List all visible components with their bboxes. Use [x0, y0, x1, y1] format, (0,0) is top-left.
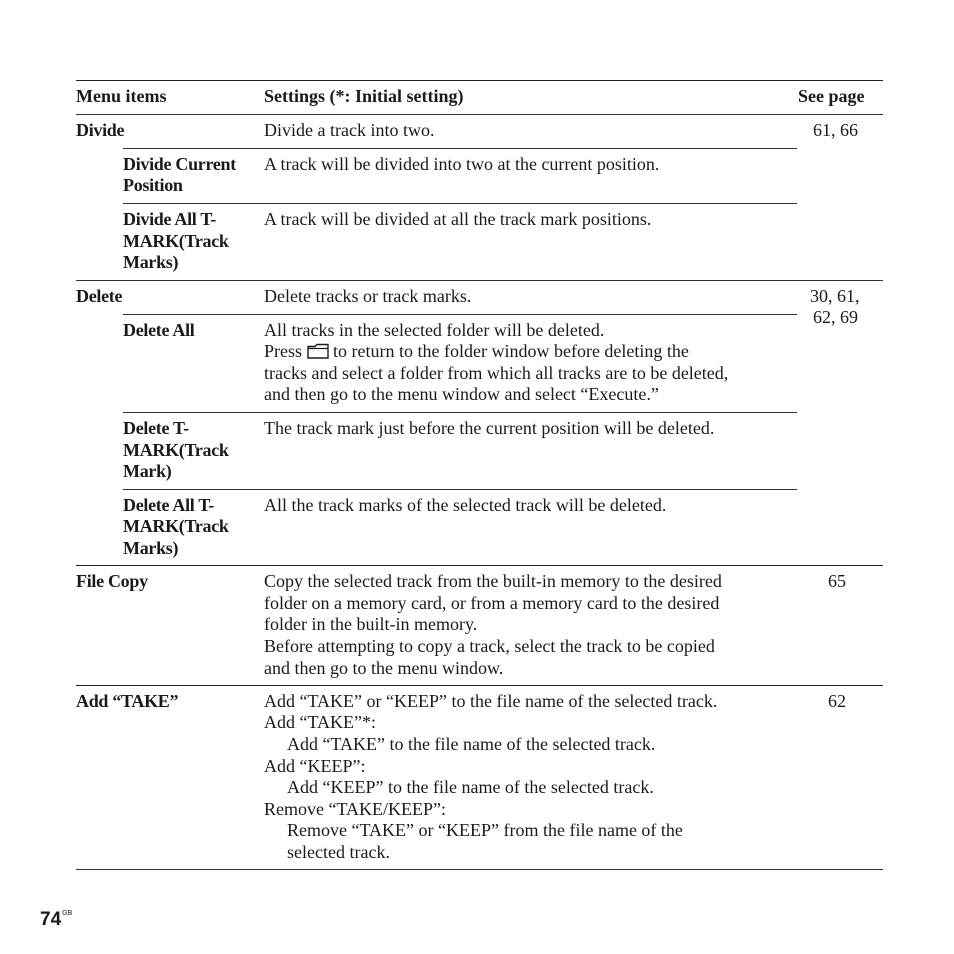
header-rule	[76, 114, 883, 115]
divide-all-tmark-description: A track will be divided at all the track mark positions.	[264, 209, 652, 229]
delete-tmark-rule	[123, 489, 797, 490]
add-take-line7: Remove “TAKE” or “KEEP” from the file name of the	[287, 820, 683, 840]
divide-current-rule	[123, 203, 797, 204]
folder-icon	[307, 343, 329, 359]
divide-pages: 61, 66	[813, 120, 858, 140]
header-see-page: See page	[798, 86, 865, 106]
page-region: GB	[62, 910, 73, 917]
submenu-divide-all-tmark-line3: Marks)	[123, 252, 179, 272]
file-copy-line4: Before attempting to copy a track, select the track to be copied	[264, 636, 715, 656]
submenu-delete-all-tmark: Delete All T-	[123, 495, 215, 515]
delete-all-press-rest: to return to the folder window before deleting the	[333, 341, 689, 361]
delete-all-rule	[123, 412, 797, 413]
add-take-line5: Add “KEEP” to the file name of the selected track.	[287, 777, 654, 797]
menu-item-add-take: Add “TAKE”	[76, 691, 179, 711]
delete-section-rule	[76, 565, 883, 566]
submenu-delete-tmark: Delete T-	[123, 418, 189, 438]
divide-rule	[123, 148, 797, 149]
header-menu-items: Menu items	[76, 86, 167, 106]
submenu-delete-all-tmark-line3: Marks)	[123, 538, 179, 558]
delete-description: Delete tracks or track marks.	[264, 286, 472, 306]
divide-current-description: A track will be divided into two at the current position.	[264, 154, 660, 174]
submenu-divide-all-tmark-line2: MARK(Track	[123, 231, 229, 251]
submenu-divide-current-position-line2: Position	[123, 175, 183, 195]
submenu-delete-all-tmark-line2: MARK(Track	[123, 516, 229, 536]
file-copy-line2: folder on a memory card, or from a memory card to the desired	[264, 593, 720, 613]
delete-all-line4: and then go to the menu window and select “Execute.”	[264, 384, 659, 404]
page-number	[40, 909, 72, 931]
add-take-line6: Remove “TAKE/KEEP”:	[264, 799, 447, 819]
add-take-line1: Add “TAKE” or “KEEP” to the file name of the selected track.	[264, 691, 718, 711]
delete-rule	[123, 314, 797, 315]
header-settings: Settings (*: Initial setting)	[264, 86, 464, 106]
add-take-pages: 62	[828, 691, 846, 711]
submenu-delete-tmark-line2: MARK(Track	[123, 440, 229, 460]
add-take-line3: Add “TAKE” to the file name of the selected track.	[287, 734, 656, 754]
page-number-value: 74	[40, 909, 62, 930]
add-take-line2: Add “TAKE”*:	[264, 712, 377, 732]
menu-item-delete: Delete	[76, 286, 123, 306]
menu-item-divide: Divide	[76, 120, 125, 140]
submenu-divide-all-tmark: Divide All T-	[123, 209, 217, 229]
submenu-delete-all: Delete All	[123, 320, 195, 340]
divide-description: Divide a track into two.	[264, 120, 435, 140]
menu-item-file-copy: File Copy	[76, 571, 148, 591]
delete-all-line3: tracks and select a folder from which all tracks are to be deleted,	[264, 363, 729, 383]
file-copy-line3: folder in the built-in memory.	[264, 614, 478, 634]
file-copy-line1: Copy the selected track from the built-in memory to the desired	[264, 571, 722, 591]
delete-pages-line2: 62, 69	[813, 307, 858, 327]
table-top-rule	[76, 80, 883, 81]
file-copy-line5: and then go to the menu window.	[264, 658, 504, 678]
delete-all-press: Press	[264, 341, 303, 361]
divide-section-rule	[76, 280, 883, 281]
delete-all-tmark-description: All the track marks of the selected track will be deleted.	[264, 495, 667, 515]
submenu-delete-tmark-line3: Mark)	[123, 461, 172, 481]
table-bottom-rule	[76, 869, 883, 870]
file-copy-pages: 65	[828, 571, 846, 591]
add-take-line4: Add “KEEP”:	[264, 756, 366, 776]
delete-tmark-description: The track mark just before the current position will be deleted.	[264, 418, 715, 438]
delete-all-line2	[264, 341, 689, 363]
submenu-divide-current-position: Divide Current	[123, 154, 236, 174]
add-take-line8: selected track.	[287, 842, 390, 862]
file-copy-rule	[76, 685, 883, 686]
delete-pages-line1: 30, 61,	[810, 286, 860, 306]
delete-all-line1: All tracks in the selected folder will be deleted.	[264, 320, 605, 340]
